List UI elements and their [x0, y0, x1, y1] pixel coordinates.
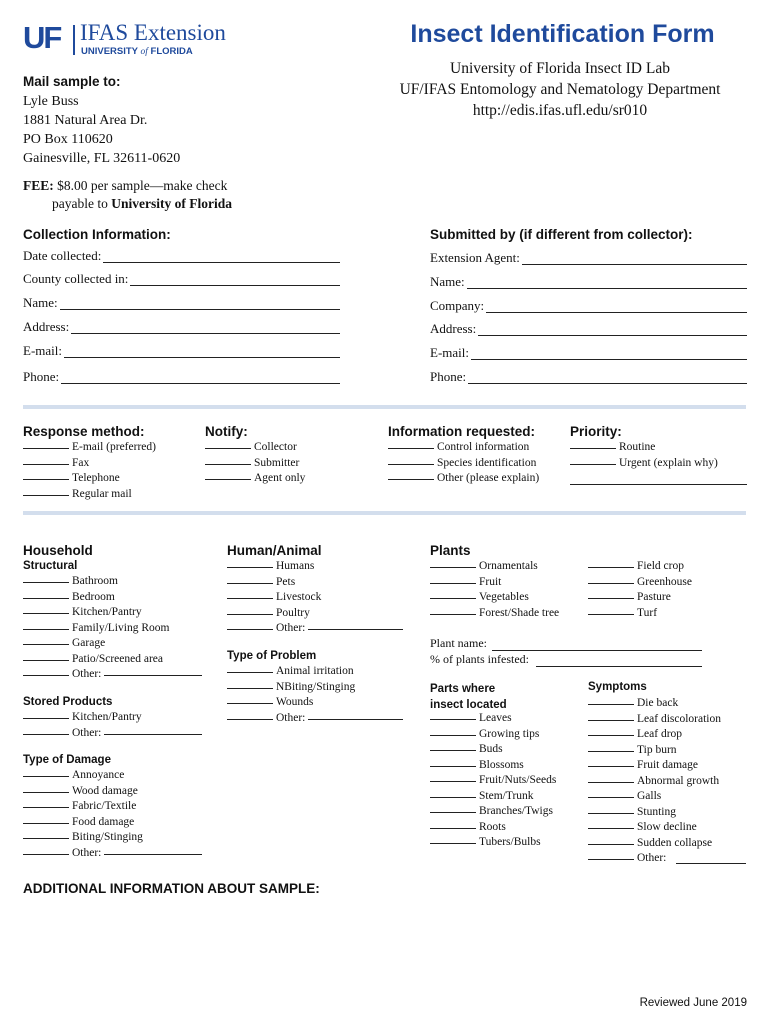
submitted-phone-field[interactable]	[430, 369, 747, 389]
response-telephone-option[interactable]	[23, 472, 120, 484]
blank-line[interactable]	[430, 719, 476, 720]
structural-kitchen-pantry-label: Kitchen/Pantry	[72, 606, 142, 618]
damage-biting-stinging-option[interactable]	[23, 831, 143, 843]
info-control-information-label: Control information	[437, 441, 530, 453]
uf-logo	[23, 22, 273, 58]
blank-line[interactable]	[588, 782, 634, 783]
blank-line[interactable]	[588, 844, 634, 845]
blank-line[interactable]	[227, 583, 273, 584]
submitted-phone-label: Phone:	[430, 369, 467, 384]
blank-line[interactable]	[23, 598, 69, 599]
blank-line[interactable]	[23, 675, 69, 676]
mail-city: Gainesville, FL 32611-0620	[23, 151, 181, 166]
symptoms-sudden-collapse-label: Sudden collapse	[637, 836, 713, 849]
parts-stem-trunk-option[interactable]	[430, 790, 534, 802]
parts-roots-option[interactable]	[430, 821, 506, 833]
collection-phone-label: Phone:	[23, 369, 60, 384]
symptoms-stunting-label: Stunting	[637, 805, 676, 818]
human-other-option[interactable]	[227, 622, 403, 634]
blank-line[interactable]	[430, 614, 476, 615]
symptoms-galls-option[interactable]	[588, 790, 661, 802]
fee-label: FEE:	[23, 178, 54, 193]
blank-line[interactable]	[227, 703, 273, 704]
structural-heading: Structural	[23, 560, 78, 572]
blank-line[interactable]	[430, 598, 476, 599]
collection-date-collected-label: Date collected:	[23, 248, 102, 263]
plant-name-field[interactable]	[430, 636, 487, 651]
submitted-address-line[interactable]	[478, 335, 747, 336]
problem-heading: Type of Problem	[227, 650, 317, 662]
structural-bedroom-option[interactable]	[23, 591, 115, 603]
submitted-address-label: Address:	[430, 321, 477, 336]
structural-garage-option[interactable]	[23, 637, 105, 649]
submitted-extension-agent-line[interactable]	[522, 264, 747, 265]
section-divider-2	[23, 511, 746, 515]
blank-line[interactable]	[227, 672, 273, 673]
logo-ifas-extension: IFAS Extension	[80, 20, 226, 45]
plants-greenhouse-label: Greenhouse	[637, 575, 692, 588]
submitted-e-mail-line[interactable]	[471, 359, 747, 360]
collection-address-line[interactable]	[71, 333, 340, 334]
parts-tubers-bulbs-label: Tubers/Bulbs	[479, 836, 541, 848]
blank-line[interactable]	[23, 629, 69, 630]
plants-greenhouse-option[interactable]	[588, 576, 692, 588]
problem-animal-irritation-label: Animal irritation	[276, 665, 354, 677]
mail-po-box: PO Box 110620	[23, 132, 113, 147]
response-heading: Response method:	[23, 424, 145, 439]
lab-info	[370, 58, 750, 121]
problem-other-option[interactable]	[227, 712, 403, 724]
plants-pasture-label: Pasture	[637, 591, 671, 603]
blank-line[interactable]	[430, 750, 476, 751]
submitted-e-mail-label: E-mail:	[430, 345, 469, 360]
lab-name: University of Florida Insect ID Lab	[450, 60, 670, 77]
collection-date-collected-field[interactable]	[23, 248, 340, 268]
plants-vegetables-option[interactable]	[430, 591, 529, 603]
collection-name-field[interactable]	[23, 295, 340, 315]
priority-routine-label: Routine	[619, 441, 656, 453]
info-control-information-option[interactable]	[388, 441, 529, 453]
symptoms-leaf-drop-option[interactable]	[588, 728, 682, 740]
symptoms-leaf-discoloration-label: Leaf discoloration	[637, 712, 721, 725]
blank-line[interactable]	[227, 598, 273, 599]
blank-line[interactable]	[430, 766, 476, 767]
blank-line[interactable]	[23, 448, 69, 449]
fee-payable: payable to	[52, 196, 108, 211]
priority-explain-line[interactable]	[570, 484, 747, 485]
blank-line[interactable]	[227, 629, 273, 630]
collection-e-mail-field[interactable]	[23, 343, 340, 363]
blank-line[interactable]	[430, 567, 476, 568]
info-species-identification-option[interactable]	[388, 457, 536, 469]
plants-ornamentals-option[interactable]	[430, 560, 538, 572]
damage-wood-damage-label: Wood damage	[72, 784, 138, 797]
notify-collector-label: Collector	[254, 441, 297, 453]
mail-heading: Mail sample to:	[23, 74, 121, 89]
structural-bathroom-option[interactable]	[23, 575, 118, 587]
human-poultry-option[interactable]	[227, 607, 310, 619]
blank-line[interactable]	[23, 792, 69, 793]
logo-university: UNIVERSITY of FLORIDA	[81, 46, 193, 57]
damage-other-label: Other:	[72, 846, 102, 859]
notify-heading: Notify:	[205, 424, 248, 439]
response-fax-option[interactable]	[23, 457, 89, 469]
response-e-mail-preferred-label: E-mail (preferred)	[72, 441, 156, 453]
blank-line[interactable]	[388, 464, 434, 465]
human-livestock-label: Livestock	[276, 591, 322, 603]
stored-other-line[interactable]	[104, 734, 202, 735]
plants-heading: Plants	[430, 543, 471, 558]
damage-food-damage-label: Food damage	[72, 815, 135, 828]
symptoms-fruit-damage-option[interactable]	[588, 759, 698, 771]
submitted-company-line[interactable]	[486, 312, 747, 313]
blank-line[interactable]	[205, 464, 251, 465]
response-regular-mail-option[interactable]	[23, 488, 132, 500]
mail-address	[23, 92, 180, 168]
damage-other-line[interactable]	[104, 854, 202, 855]
blank-line[interactable]	[430, 797, 476, 798]
human-pets-label: Pets	[276, 575, 296, 588]
damage-annoyance-option[interactable]	[23, 769, 124, 781]
symptoms-die-back-label: Die back	[637, 697, 679, 709]
blank-line[interactable]	[588, 567, 634, 568]
symptoms-other-label: Other:	[637, 852, 667, 864]
structural-garage-label: Garage	[72, 637, 106, 649]
blank-line[interactable]	[430, 735, 476, 736]
blank-line[interactable]	[23, 613, 69, 614]
blank-line[interactable]	[227, 719, 273, 720]
blank-line[interactable]	[23, 838, 69, 839]
reviewed-date: Reviewed June 2019	[639, 997, 747, 1009]
collection-county-collected-in-line[interactable]	[130, 285, 340, 286]
symptoms-sudden-collapse-option[interactable]	[588, 837, 712, 849]
structural-bedroom-label: Bedroom	[72, 590, 115, 603]
blank-line[interactable]	[588, 797, 634, 798]
blank-line[interactable]	[227, 688, 273, 689]
submitted-company-field[interactable]	[430, 298, 747, 318]
damage-food-damage-option[interactable]	[23, 816, 134, 828]
form-title: Insect Identification Form	[410, 20, 715, 48]
mail-name: Lyle Buss	[23, 94, 79, 109]
percent-infested-label: % of plants infested:	[430, 652, 529, 666]
stored-kitchen-pantry-option[interactable]	[23, 711, 142, 723]
blank-line[interactable]	[588, 751, 634, 752]
submitted-phone-line[interactable]	[468, 383, 747, 384]
parts-fruit-nuts-seeds-label: Fruit/Nuts/Seeds	[479, 774, 557, 786]
symptoms-tip-burn-option[interactable]	[588, 744, 677, 756]
priority-urgent-explain-why-label: Urgent (explain why)	[619, 456, 718, 469]
symptoms-tip-burn-label: Tip burn	[637, 743, 677, 756]
blank-line[interactable]	[588, 766, 634, 767]
submitted-extension-agent-field[interactable]	[430, 250, 747, 270]
collection-name-label: Name:	[23, 295, 58, 310]
symptoms-heading: Symptoms	[588, 681, 647, 693]
structural-other-option[interactable]	[23, 668, 202, 680]
response-telephone-label: Telephone	[72, 472, 120, 484]
damage-annoyance-label: Annoyance	[72, 769, 125, 781]
structural-bathroom-label: Bathroom	[72, 575, 118, 587]
collection-heading: Collection Information:	[23, 227, 171, 242]
household-heading: Household	[23, 543, 93, 558]
symptoms-die-back-option[interactable]	[588, 697, 678, 709]
symptoms-slow-decline-option[interactable]	[588, 821, 697, 833]
submitted-extension-agent-label: Extension Agent:	[430, 250, 520, 265]
submitted-e-mail-field[interactable]	[430, 345, 747, 365]
damage-other-option[interactable]	[23, 847, 202, 859]
plants-turf-option[interactable]	[588, 607, 657, 619]
submitted-company-label: Company:	[430, 298, 485, 313]
symptoms-galls-label: Galls	[637, 790, 662, 802]
plants-ornamentals-label: Ornamentals	[479, 560, 538, 572]
response-regular-mail-label: Regular mail	[72, 487, 132, 500]
symptoms-other-line[interactable]	[676, 863, 746, 864]
plants-field-crop-option[interactable]	[588, 560, 684, 572]
blank-line[interactable]	[588, 735, 634, 736]
blank-line[interactable]	[23, 660, 69, 661]
problem-other-label: Other:	[276, 711, 306, 724]
info-other-please-explain-label: Other (please explain)	[437, 472, 540, 484]
section-divider-1	[23, 405, 746, 409]
notify-collector-option[interactable]	[205, 441, 297, 453]
collection-phone-field[interactable]	[23, 369, 340, 389]
submitted-name-label: Name:	[430, 274, 465, 289]
problem-nbiting-stinging-label: NBiting/Stinging	[276, 680, 356, 693]
blank-line[interactable]	[570, 448, 616, 449]
blank-line[interactable]	[23, 854, 69, 855]
blank-line[interactable]	[227, 614, 273, 615]
blank-line[interactable]	[23, 718, 69, 719]
collection-e-mail-line[interactable]	[64, 357, 340, 358]
human-animal-heading: Human/Animal	[227, 543, 322, 558]
parts-stem-trunk-label: Stem/Trunk	[479, 789, 534, 802]
parts-roots-label: Roots	[479, 820, 506, 833]
damage-wood-damage-option[interactable]	[23, 785, 138, 797]
mail-street: 1881 Natural Area Dr.	[23, 113, 148, 128]
parts-fruit-nuts-seeds-option[interactable]	[430, 774, 556, 786]
parts-heading: Parts where insect located	[430, 683, 507, 711]
parts-branches-twigs-label: Branches/Twigs	[479, 805, 553, 817]
plants-turf-label: Turf	[637, 606, 658, 619]
collection-address-field[interactable]	[23, 319, 340, 339]
parts-buds-option[interactable]	[430, 743, 503, 755]
parts-leaves-label: Leaves	[479, 712, 512, 724]
collection-phone-line[interactable]	[61, 383, 340, 384]
notify-agent-only-label: Agent only	[254, 472, 306, 484]
blank-line[interactable]	[588, 859, 634, 860]
blank-line[interactable]	[23, 644, 69, 645]
blank-line[interactable]	[388, 448, 434, 449]
blank-line[interactable]	[588, 720, 634, 721]
problem-wounds-option[interactable]	[227, 696, 313, 708]
structural-other-label: Other:	[72, 668, 102, 680]
blank-line[interactable]	[23, 495, 69, 496]
notify-agent-only-option[interactable]	[205, 472, 305, 484]
submitted-name-line[interactable]	[467, 288, 747, 289]
problem-nbiting-stinging-option[interactable]	[227, 681, 355, 693]
fee-text: $8.00 per sample—make check	[57, 178, 228, 193]
damage-biting-stinging-label: Biting/Stinging	[72, 831, 143, 843]
human-poultry-label: Poultry	[276, 606, 310, 619]
info-other-please-explain-option[interactable]	[388, 472, 539, 484]
submitted-heading: Submitted by (if different from collector):	[430, 227, 693, 242]
damage-fabric-textile-option[interactable]	[23, 800, 136, 812]
blank-line[interactable]	[430, 812, 476, 813]
collection-e-mail-label: E-mail:	[23, 343, 62, 358]
damage-heading: Type of Damage	[23, 754, 111, 766]
symptoms-other-option[interactable]	[588, 852, 666, 864]
priority-urgent-explain-why-option[interactable]	[570, 457, 718, 469]
logo-divider	[73, 25, 75, 55]
parts-tubers-bulbs-option[interactable]	[430, 836, 541, 848]
symptoms-stunting-option[interactable]	[588, 806, 676, 818]
symptoms-fruit-damage-label: Fruit damage	[637, 759, 698, 771]
collection-address-label: Address:	[23, 319, 70, 334]
blank-line[interactable]	[430, 843, 476, 844]
blank-line[interactable]	[430, 583, 476, 584]
structural-patio-screened-area-option[interactable]	[23, 653, 163, 665]
collection-name-line[interactable]	[60, 309, 340, 310]
human-pets-option[interactable]	[227, 576, 295, 588]
symptoms-leaf-discoloration-option[interactable]	[588, 713, 721, 725]
blank-line[interactable]	[430, 781, 476, 782]
parts-growing-tips-label: Growing tips	[479, 727, 540, 740]
blank-line[interactable]	[588, 704, 634, 705]
blank-line[interactable]	[388, 479, 434, 480]
fee-note	[23, 177, 232, 213]
parts-leaves-option[interactable]	[430, 712, 512, 724]
blank-line[interactable]	[23, 776, 69, 777]
notify-submitter-label: Submitter	[254, 456, 300, 469]
blank-line[interactable]	[588, 598, 634, 599]
plants-fruit-label: Fruit	[479, 575, 502, 588]
collection-county-collected-in-label: County collected in:	[23, 271, 129, 286]
problem-wounds-label: Wounds	[276, 696, 314, 708]
parts-blossoms-option[interactable]	[430, 759, 524, 771]
symptoms-leaf-drop-label: Leaf drop	[637, 728, 683, 740]
blank-line[interactable]	[205, 448, 251, 449]
percent-infested-field[interactable]	[430, 652, 529, 667]
response-e-mail-preferred-option[interactable]	[23, 441, 156, 453]
damage-fabric-textile-label: Fabric/Textile	[72, 800, 137, 812]
stored-other-label: Other:	[72, 726, 102, 739]
human-humans-option[interactable]	[227, 560, 314, 572]
parts-blossoms-label: Blossoms	[479, 758, 524, 771]
fee-payee: University of Florida	[111, 196, 232, 211]
plants-fruit-option[interactable]	[430, 576, 501, 588]
submitted-address-field[interactable]	[430, 321, 747, 341]
blank-line[interactable]	[205, 479, 251, 480]
human-other-line[interactable]	[308, 629, 403, 630]
blank-line[interactable]	[23, 734, 69, 735]
blank-line[interactable]	[227, 567, 273, 568]
uf-monogram: UF	[23, 20, 61, 55]
structural-patio-screened-area-label: Patio/Screened area	[72, 652, 163, 665]
priority-heading: Priority:	[570, 424, 622, 439]
blank-line[interactable]	[588, 813, 634, 814]
percent-infested-line[interactable]	[536, 666, 702, 667]
symptoms-abnormal-growth-option[interactable]	[588, 775, 719, 787]
blank-line[interactable]	[23, 823, 69, 824]
structural-other-line[interactable]	[104, 675, 202, 676]
stored-other-option[interactable]	[23, 727, 202, 739]
plant-name-label: Plant name:	[430, 636, 487, 650]
parts-branches-twigs-option[interactable]	[430, 805, 553, 817]
blank-line[interactable]	[588, 614, 634, 615]
parts-buds-label: Buds	[479, 743, 503, 755]
blank-line[interactable]	[430, 828, 476, 829]
lab-url[interactable]: http://edis.ifas.ufl.edu/sr010	[472, 102, 648, 119]
plant-name-line[interactable]	[492, 650, 702, 651]
human-other-label: Other:	[276, 622, 306, 634]
collection-date-collected-line[interactable]	[103, 262, 340, 263]
problem-other-line[interactable]	[308, 719, 403, 720]
priority-routine-option[interactable]	[570, 441, 655, 453]
blank-line[interactable]	[23, 807, 69, 808]
human-humans-label: Humans	[276, 560, 315, 572]
info-heading: Information requested:	[388, 424, 536, 439]
symptoms-abnormal-growth-label: Abnormal growth	[637, 774, 720, 787]
blank-line[interactable]	[588, 583, 634, 584]
response-fax-label: Fax	[72, 456, 90, 469]
blank-line[interactable]	[23, 479, 69, 480]
blank-line[interactable]	[570, 464, 616, 465]
human-livestock-option[interactable]	[227, 591, 321, 603]
structural-kitchen-pantry-option[interactable]	[23, 606, 142, 618]
collection-county-collected-in-field[interactable]	[23, 271, 340, 291]
plants-forest-shade-tree-label: Forest/Shade tree	[479, 606, 560, 619]
stored-heading: Stored Products	[23, 696, 113, 708]
info-species-identification-label: Species identification	[437, 456, 537, 469]
notify-submitter-option[interactable]	[205, 457, 299, 469]
blank-line[interactable]	[588, 828, 634, 829]
plants-vegetables-label: Vegetables	[479, 591, 529, 603]
submitted-name-field[interactable]	[430, 274, 747, 294]
plants-field-crop-label: Field crop	[637, 560, 684, 572]
problem-animal-irritation-option[interactable]	[227, 665, 354, 677]
plants-pasture-option[interactable]	[588, 591, 671, 603]
structural-family-living-room-option[interactable]	[23, 622, 169, 634]
parts-growing-tips-option[interactable]	[430, 728, 539, 740]
lab-department: UF/IFAS Entomology and Nematology Department	[399, 81, 721, 98]
blank-line[interactable]	[23, 582, 69, 583]
plants-forest-shade-tree-option[interactable]	[430, 607, 559, 619]
additional-info-heading: ADDITIONAL INFORMATION ABOUT SAMPLE:	[23, 881, 320, 896]
blank-line[interactable]	[23, 464, 69, 465]
symptoms-slow-decline-label: Slow decline	[637, 821, 697, 833]
structural-family-living-room-label: Family/Living Room	[72, 621, 170, 634]
stored-kitchen-pantry-label: Kitchen/Pantry	[72, 711, 142, 723]
